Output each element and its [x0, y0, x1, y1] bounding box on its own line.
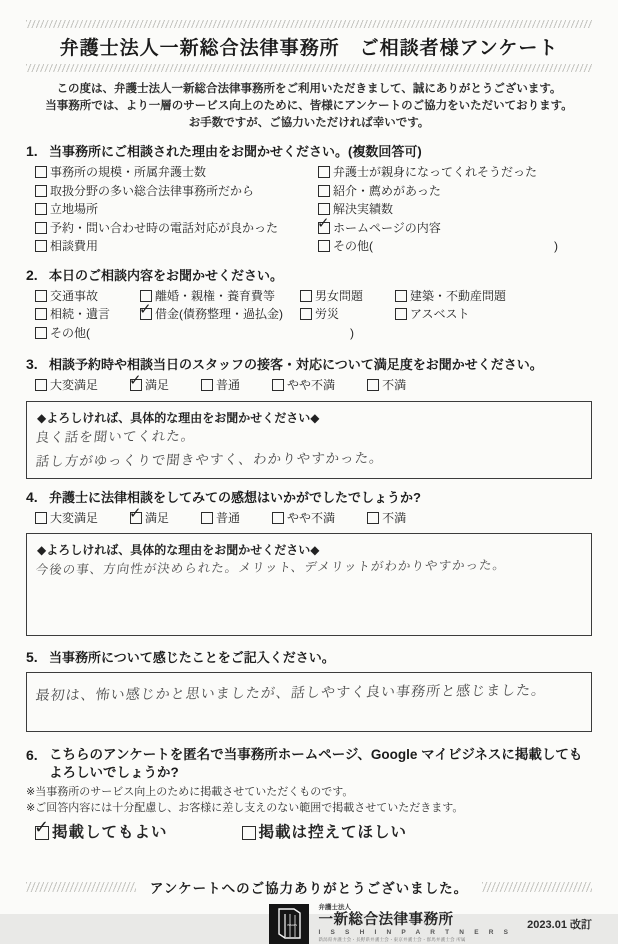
question-5-heading	[26, 649, 592, 666]
question-4-comment-box[interactable]	[26, 533, 592, 636]
question-text: 弁護士に法律相談をしてみての感想はいかがでしたでしょうか?	[49, 489, 421, 505]
intro-line: お手数ですが、ご協力いただければ幸いです。	[188, 117, 430, 129]
checkbox-item[interactable]	[367, 509, 406, 528]
checkbox[interactable]	[35, 222, 47, 234]
checkbox[interactable]	[140, 308, 152, 320]
checkbox-item[interactable]	[318, 182, 592, 201]
checkbox-item[interactable]	[35, 163, 318, 182]
checkbox[interactable]	[35, 240, 47, 252]
checkbox-label: やや不満	[287, 378, 336, 392]
firm-affiliation: 新潟県弁護士会・長野県弁護士会・東京弁護士会・群馬弁護士会 所属	[318, 936, 466, 942]
thanks-row	[26, 877, 592, 897]
question-2-options	[26, 287, 592, 343]
checkbox-label: やや不満	[287, 510, 336, 525]
firm-logo-block	[26, 904, 592, 944]
checkbox[interactable]	[318, 185, 330, 197]
checkbox[interactable]	[130, 512, 142, 524]
checkbox-label: 事務所の規模・所属弁護士数	[50, 165, 207, 179]
intro-line: この度は、弁護士法人一新総合法律事務所をご利用いただきまして、誠にありがとうございます。	[56, 83, 562, 95]
checkbox-item[interactable]	[35, 305, 140, 324]
spacer	[395, 324, 592, 343]
revision-date: 2023.01 改訂	[527, 918, 592, 931]
question-4	[26, 489, 592, 637]
checkbox-item[interactable]	[130, 509, 169, 528]
note-line: ※当事務所のサービス向上のために掲載させていただくものです。	[26, 786, 354, 798]
checkbox-label: 借金(債務整理・過払金)	[155, 307, 283, 321]
checkbox-item[interactable]	[35, 376, 98, 395]
checkbox-label: 予約・問い合わせ時の電話対応が良かった	[50, 220, 279, 235]
checkbox[interactable]	[318, 240, 330, 252]
question-6-options	[26, 824, 592, 843]
checkbox-label: ホームページの内容	[333, 220, 441, 235]
checkbox-label: 労災	[315, 307, 340, 321]
checkbox-label: 不満	[382, 510, 407, 525]
svg-text:ISSHIN: ISSHIN	[287, 922, 298, 927]
comment-prompt: ◆よろしければ、具体的な理由をお聞かせください◆	[37, 543, 320, 557]
checkbox-item[interactable]	[140, 287, 300, 306]
checkbox-item[interactable]	[35, 287, 140, 306]
checkbox[interactable]	[201, 379, 213, 391]
isshin-logo-icon	[269, 904, 309, 944]
question-5	[26, 649, 592, 732]
question-3-comment-box[interactable]	[26, 401, 592, 479]
checkbox-label: 立地場所	[50, 202, 99, 216]
checkbox[interactable]	[318, 166, 330, 178]
checkbox-label: 普通	[216, 510, 241, 525]
checkbox[interactable]	[35, 826, 49, 840]
checkbox[interactable]	[367, 379, 379, 391]
handwritten-answer-line: 話し方がゆっくりで聞きやすく、わかりやすかった。	[34, 449, 385, 469]
question-text: 相談予約時や相談当日のスタッフの接客・対応について満足度をお聞かせください。	[49, 357, 543, 372]
checkbox[interactable]	[272, 512, 284, 524]
question-5-answer-box[interactable]	[26, 672, 592, 732]
checkbox-label: 相談費用	[50, 239, 99, 253]
checkbox-label: 掲載してもよい	[52, 824, 168, 841]
checkbox-label: 紹介・薦めがあった	[333, 183, 441, 198]
question-3	[26, 356, 592, 479]
firm-logo-text	[318, 905, 512, 943]
note-line: ※ご回答内容には十分配慮し、お客様に差し支えのない範囲で掲載させていただきます。	[26, 801, 464, 814]
checkbox[interactable]	[395, 290, 407, 302]
checkbox-label: 大変満足	[50, 378, 99, 392]
checkbox[interactable]	[35, 166, 47, 178]
checkbox[interactable]	[318, 222, 330, 234]
checkbox-item[interactable]	[201, 376, 240, 395]
question-number: 4.	[26, 488, 38, 505]
question-4-heading	[26, 489, 592, 506]
checkbox-label: 大変満足	[50, 510, 99, 525]
checkbox-item[interactable]	[201, 509, 240, 528]
question-1-options	[26, 163, 592, 256]
checkbox-label: 男女問題	[315, 288, 364, 303]
question-text: 当事務所にご相談された理由をお聞かせください。(複数回答可)	[49, 144, 422, 159]
checkbox-label: その他(	[333, 239, 373, 253]
checkbox[interactable]	[130, 379, 142, 391]
checkbox-item[interactable]	[242, 824, 408, 843]
checkbox-label: 満足	[145, 510, 170, 525]
handwritten-answer-line: 今後の事、方向性が決められた。メリット、デメリットがわかりやすかった。	[34, 558, 507, 577]
question-number: 1.	[26, 143, 38, 159]
checkbox-item[interactable]	[35, 182, 318, 201]
checkbox-item[interactable]	[35, 219, 318, 238]
checkbox-item[interactable]	[35, 509, 98, 528]
other-close-paren: )	[554, 239, 558, 254]
intro-text	[26, 81, 592, 132]
question-2	[26, 267, 592, 343]
checkbox-label: 解決実績数	[333, 202, 394, 216]
question-number: 2.	[26, 266, 38, 283]
firm-org-type: 弁護士法人	[318, 903, 351, 911]
checkbox[interactable]	[35, 185, 47, 197]
checkbox-label: アスベスト	[410, 307, 470, 321]
checkbox-item[interactable]	[300, 287, 395, 306]
question-text: こちらのアンケートを匿名で当事務所ホームページ、Google マイビジネスに掲載してもよろしいでしょうか?	[49, 747, 583, 780]
checkbox-item[interactable]	[300, 305, 395, 324]
comment-prompt: ◆よろしければ、具体的な理由をお聞かせください◆	[37, 410, 320, 425]
spacer	[140, 324, 300, 343]
checkbox-item[interactable]	[318, 163, 592, 182]
checkbox-label: 掲載は控えてほしい	[258, 824, 408, 841]
firm-name-en: I S S H I N P A R T N E R S	[318, 928, 513, 936]
checkbox-label: 弁護士が親身になってくれそうだった	[333, 165, 538, 179]
checkbox[interactable]	[367, 512, 379, 524]
checkbox-label: その他(	[50, 325, 90, 340]
checkbox-label: 建築・不動産問題	[410, 288, 507, 303]
checkbox-item[interactable]	[140, 305, 300, 324]
checkbox[interactable]	[300, 308, 312, 320]
question-text: 本日のご相談内容をお聞かせください。	[49, 267, 284, 283]
checkbox-item[interactable]	[35, 824, 168, 843]
checkbox-label: 交通事故	[50, 288, 99, 303]
checkbox[interactable]	[318, 203, 330, 215]
footer-hatch-right	[482, 882, 592, 892]
checkbox[interactable]	[35, 308, 47, 320]
checkbox-item-other[interactable]	[318, 237, 373, 256]
header-hatch-bottom	[26, 64, 592, 72]
checkbox-item[interactable]	[35, 200, 318, 219]
firm-name: 一新総合法律事務所	[318, 911, 454, 928]
checkbox-item[interactable]	[318, 219, 592, 238]
other-close-paren: )	[350, 325, 354, 340]
checkbox[interactable]	[140, 290, 152, 302]
question-6-heading	[26, 746, 592, 782]
checkbox-label: 普通	[216, 378, 241, 392]
checkbox[interactable]	[35, 290, 47, 302]
handwritten-answer-line: 良く話を聞いてくれた。	[34, 427, 197, 445]
question-number: 6.	[26, 747, 38, 763]
checkbox-item[interactable]	[130, 376, 169, 395]
checkbox-label: 離婚・親権・養育費等	[155, 288, 276, 303]
checkbox[interactable]	[272, 379, 284, 391]
checkbox-item[interactable]	[318, 200, 592, 219]
checkbox[interactable]	[300, 290, 312, 302]
handwritten-answer-line: 最初は、怖い感じかと思いましたが、話しやすく良い事務所と感じました。	[34, 681, 548, 703]
checkbox[interactable]	[35, 203, 47, 215]
question-text: 当事務所について感じたことをご記入ください。	[49, 650, 335, 665]
question-3-options	[26, 376, 592, 395]
question-2-heading	[26, 267, 592, 284]
checkbox[interactable]	[35, 327, 47, 339]
question-6-notes	[26, 785, 592, 816]
intro-line: 当事務所では、より一層のサービス向上のために、皆様にアンケートのご協力をいただいております。	[45, 100, 573, 112]
question-3-heading	[26, 356, 592, 373]
question-number: 5.	[26, 649, 38, 665]
checkbox-item[interactable]	[272, 509, 335, 528]
checkbox-label: 満足	[145, 378, 170, 392]
checkbox-item[interactable]	[367, 376, 406, 395]
checkbox-item[interactable]	[395, 305, 592, 324]
page-title: 弁護士法人一新総合法律事務所 ご相談者様アンケート	[59, 38, 559, 59]
question-1	[26, 143, 592, 256]
thanks-text: アンケートへのご協力ありがとうございました。	[149, 880, 469, 896]
checkbox-item[interactable]	[272, 376, 335, 395]
checkbox[interactable]	[35, 512, 47, 524]
checkbox-label: 不満	[382, 378, 407, 392]
checkbox-item[interactable]	[35, 237, 318, 256]
header-hatch-top	[26, 20, 592, 28]
checkbox-item[interactable]	[395, 287, 592, 306]
checkbox[interactable]	[242, 826, 256, 840]
question-4-options	[26, 509, 592, 528]
footer-hatch-left	[26, 882, 136, 892]
checkbox-label: 取扱分野の多い総合法律事務所だから	[50, 183, 255, 198]
checkbox-item-other[interactable]	[35, 324, 140, 343]
checkbox[interactable]	[395, 308, 407, 320]
checkbox[interactable]	[201, 512, 213, 524]
checkbox-label: 相続・遺言	[50, 307, 111, 321]
question-1-heading	[26, 143, 592, 160]
question-6	[26, 746, 592, 843]
question-number: 3.	[26, 356, 38, 372]
checkbox[interactable]	[35, 379, 47, 391]
